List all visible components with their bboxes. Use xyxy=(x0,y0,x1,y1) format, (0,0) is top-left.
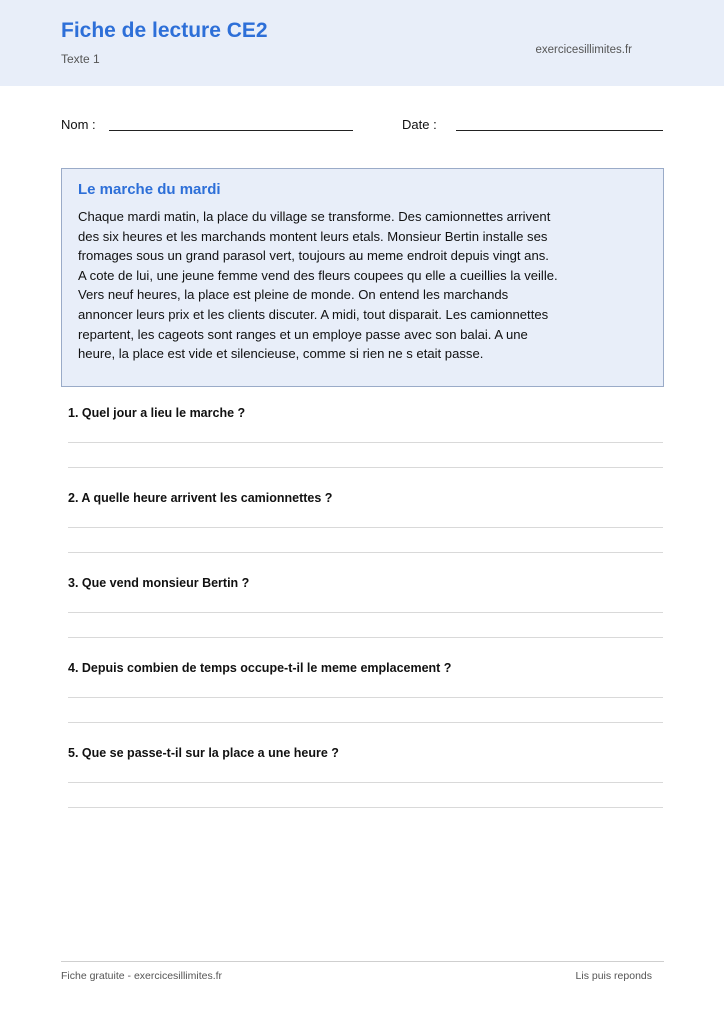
footer-right-text: Lis puis reponds xyxy=(575,970,652,982)
answer-line[interactable] xyxy=(68,697,663,698)
story-box xyxy=(61,168,664,387)
site-name: exercicesillimites.fr xyxy=(535,44,632,56)
question-5: 5. Que se passe-t-il sur la place a une heure ? xyxy=(68,746,339,760)
answer-line[interactable] xyxy=(68,552,663,553)
answer-line[interactable] xyxy=(68,782,663,783)
name-label: Nom : xyxy=(61,117,96,132)
name-answer-line[interactable] xyxy=(109,130,353,131)
answer-line[interactable] xyxy=(68,527,663,528)
question-3: 3. Que vend monsieur Bertin ? xyxy=(68,576,250,590)
answer-line[interactable] xyxy=(68,612,663,613)
page-subtitle: Texte 1 xyxy=(61,52,100,66)
page-header xyxy=(0,0,724,86)
question-1: 1. Quel jour a lieu le marche ? xyxy=(68,406,246,420)
footer-divider xyxy=(61,961,664,962)
question-2: 2. A quelle heure arrivent les camionnettes ? xyxy=(68,491,333,505)
story-text: Chaque mardi matin, la place du village se transforme. Des camionnettes arrivent des six heures et les marchands montent leurs etals. Monsieur Bertin installe ses fromages sous un grand parasol vert, toujours au meme endroit depuis vingt ans. A cote de lui, une jeune femme vend des fleurs coupees qu elle a cueillies la veille. Vers neuf heures, la place est pleine de monde. On entend les marchands annoncer leurs prix et les clients discuter. A midi, tout disparait. Les camionnettes repartent, les cageots sont ranges et un employe passe avec son balai. A une heure, la place est vide et silencieuse, comme si rien ne s etait passe. xyxy=(78,209,558,362)
answer-line[interactable] xyxy=(68,807,663,808)
date-label: Date : xyxy=(402,117,437,132)
page-title: Fiche de lecture CE2 xyxy=(61,19,268,42)
answer-line[interactable] xyxy=(68,637,663,638)
story-title: Le marche du mardi xyxy=(78,181,221,198)
footer-left-text: Fiche gratuite - exercicesillimites.fr xyxy=(61,970,223,982)
date-answer-line[interactable] xyxy=(456,130,663,131)
answer-line[interactable] xyxy=(68,467,663,468)
answer-line[interactable] xyxy=(68,442,663,443)
answer-line[interactable] xyxy=(68,722,663,723)
question-4: 4. Depuis combien de temps occupe-t-il le meme emplacement ? xyxy=(68,661,452,675)
